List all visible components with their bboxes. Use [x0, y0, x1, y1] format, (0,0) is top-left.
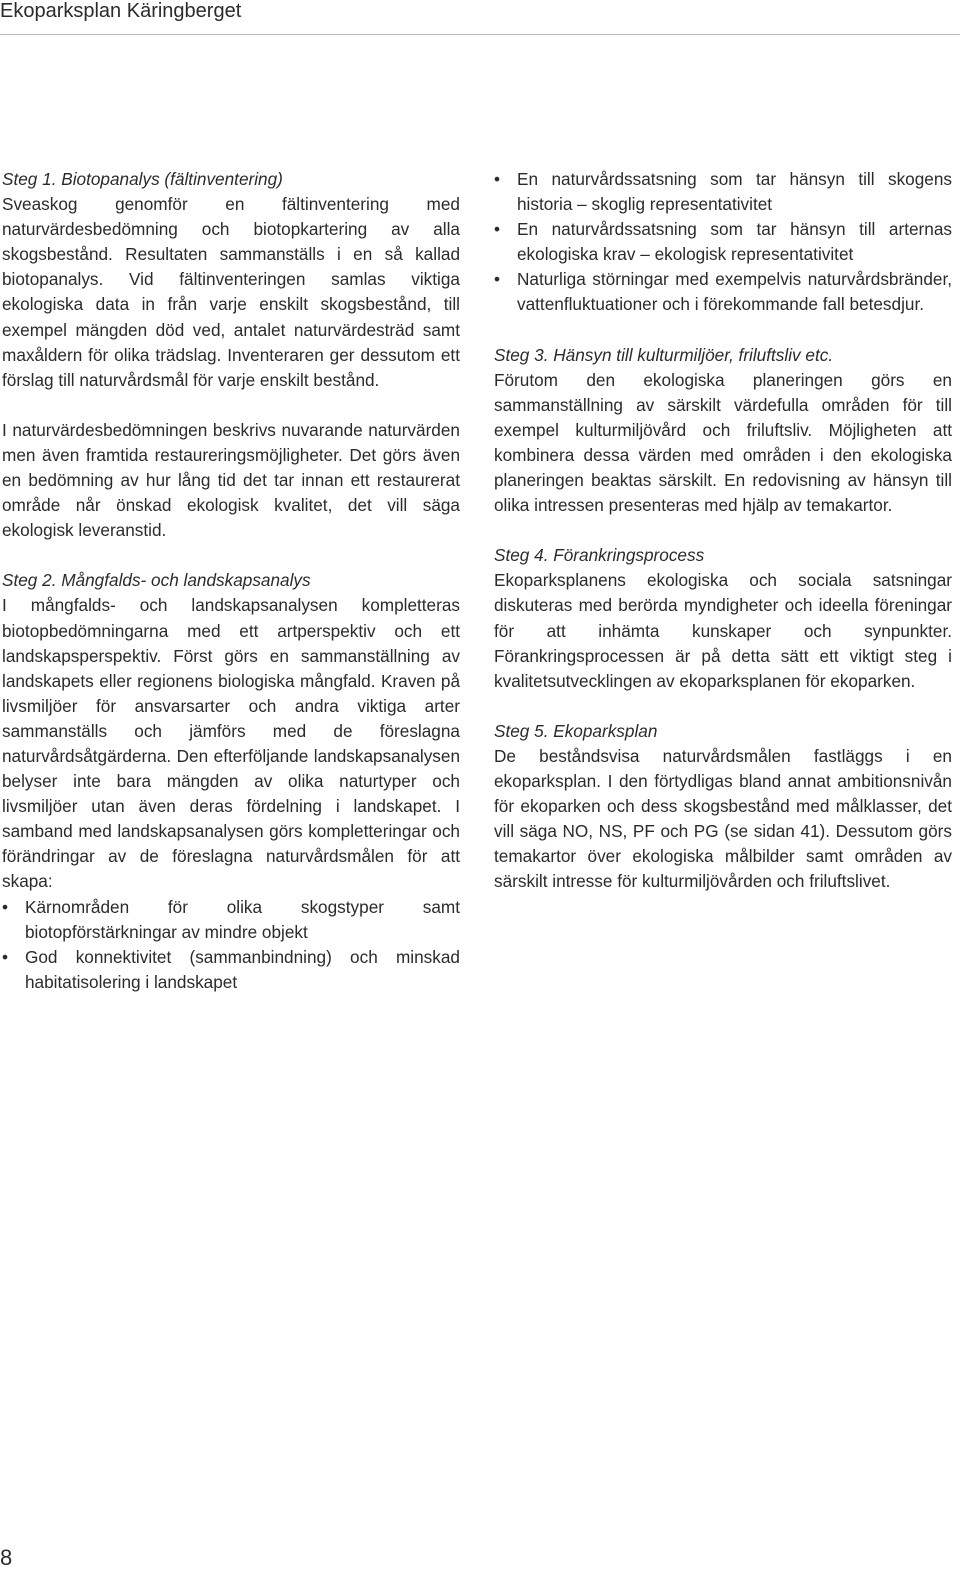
list-item-text: God konnektivitet (sammanbindning) och minskad habitatisolering i landskapet [25, 946, 460, 992]
running-header-title: Ekoparksplan Käringberget [0, 0, 242, 22]
list-item-text: En naturvårdssatsning som tar hänsyn till arternas ekologiska krav – ekologisk representativitet [517, 219, 952, 265]
bullet-icon: • [494, 219, 501, 240]
bullet-icon: • [494, 169, 501, 189]
list-item [494, 267, 952, 317]
step2-section [2, 568, 460, 995]
bullet-icon: • [2, 946, 9, 967]
step1-paragraph-2: I naturvärdesbedömningen beskrivs nuvarande naturvärden men även framtida restaureringsmöjligheter. Det görs även en bedömning av hur lång tid det tar innan ett restaurerat område når önskad ekologisk kvalitet, det vill säga ekologisk leveranstid. [2, 419, 460, 541]
list-item [494, 217, 952, 267]
bullet-icon: • [2, 896, 9, 917]
step5-section [494, 719, 952, 895]
right-column [494, 167, 952, 919]
step3-section [494, 343, 952, 519]
page-number: 8 [0, 1545, 13, 1570]
representation-bullet-list [494, 167, 952, 318]
left-column [2, 167, 460, 1020]
step1-section [2, 167, 460, 543]
step3-paragraph: Förutom den ekologiska planeringen görs en sammanställning av särskilt värdefulla områden för till exempel kulturmiljövård och friluftsliv. Möjligheten att kombinera dessa värden med områden i den ekologiska planeringen beaktas särskilt. En redovisning av hänsyn till olika intressen presenteras med hjälp av temakartor. [494, 369, 952, 516]
list-item [494, 167, 952, 217]
step4-paragraph: Ekoparksplanens ekologiska och sociala satsningar diskuteras med berörda myndigheter och ideella föreningar för att inhämta kunskaper och synpunkter. Förankringsprocessen är på detta sätt ett viktigt steg i kvalitetsutvecklingen av ekoparksplanen för ekoparken. [494, 570, 952, 691]
list-item-text: En naturvårdssatsning som tar hänsyn till skogens historia – skoglig representativitet [517, 169, 952, 215]
continued-bullets-section [494, 167, 952, 318]
list-item-text: Naturliga störningar med exempelvis naturvårdsbränder, vattenfluktuationer och i förekommande fall betesdjur. [517, 269, 952, 315]
header-divider [0, 34, 960, 35]
step4-section [494, 543, 952, 694]
step2-heading: Steg 2. Mångfalds- och landskapsanalys [2, 570, 311, 591]
list-item [2, 895, 460, 945]
step5-heading: Steg 5. Ekoparksplan [494, 720, 658, 741]
step4-heading: Steg 4. Förankringsprocess [494, 545, 705, 566]
step1-paragraph: Sveaskog genomför en fältinventering med naturvärdesbedömning och biotopkartering av alla skogsbestånd. Resultaten sammanställs i en så kallad biotopanalys. Vid fältinventeringen samlas viktiga ekologiska data in från varje enskilt skogsbestånd, till exempel mängden död ved, antalet naturvärdesträd samt maxåldern för olika trädslag. Inventeraren ger dessutom ett förslag till naturvårdsmål för varje enskilt bestånd. [2, 194, 460, 390]
list-item-text: Kärnområden för olika skogstyper samt biotopförstärkningar av mindre objekt [25, 896, 460, 942]
step2-paragraph: I mångfalds- och landskapsanalysen kompletteras biotopbedömningarna med ett artperspektiv och ett landskapsperspektiv. Först görs en sammanställning av landskapets eller regionens biologiska mångfald. Kraven på livsmiljöer för ansvarsarter och andra viktiga arter sammanställs och jämförs med de föreslagna naturvårdsåtgärderna. Den efterföljande landskapsanalysen belyser inte bara mängden av olika naturtyper och livsmiljöer utan även deras fördelning i landskapet. I samband med landskapsanalysen görs kompletteringar och förändringar av de föreslagna naturvårdsmålen för att skapa: [2, 595, 460, 892]
step3-heading: Steg 3. Hänsyn till kulturmiljöer, friluftsliv etc. [494, 344, 834, 365]
step1-heading: Steg 1. Biotopanalys (fältinventering) [2, 169, 283, 189]
list-item [2, 945, 460, 995]
step2-bullet-list [2, 895, 460, 995]
step5-paragraph: De beståndsvisa naturvårdsmålen fastläggs i en ekoparksplan. I den förtydligas bland annat ambitionsnivån för ekoparken och dess skogsbestånd med målklasser, det vill säga NO, NS, PF och PG (se sidan 41). Dessutom görs temakartor över ekologiska målbilder samt områden av särskilt intresse för kulturmiljövården och friluftslivet. [494, 745, 952, 892]
bullet-icon: • [494, 269, 501, 290]
